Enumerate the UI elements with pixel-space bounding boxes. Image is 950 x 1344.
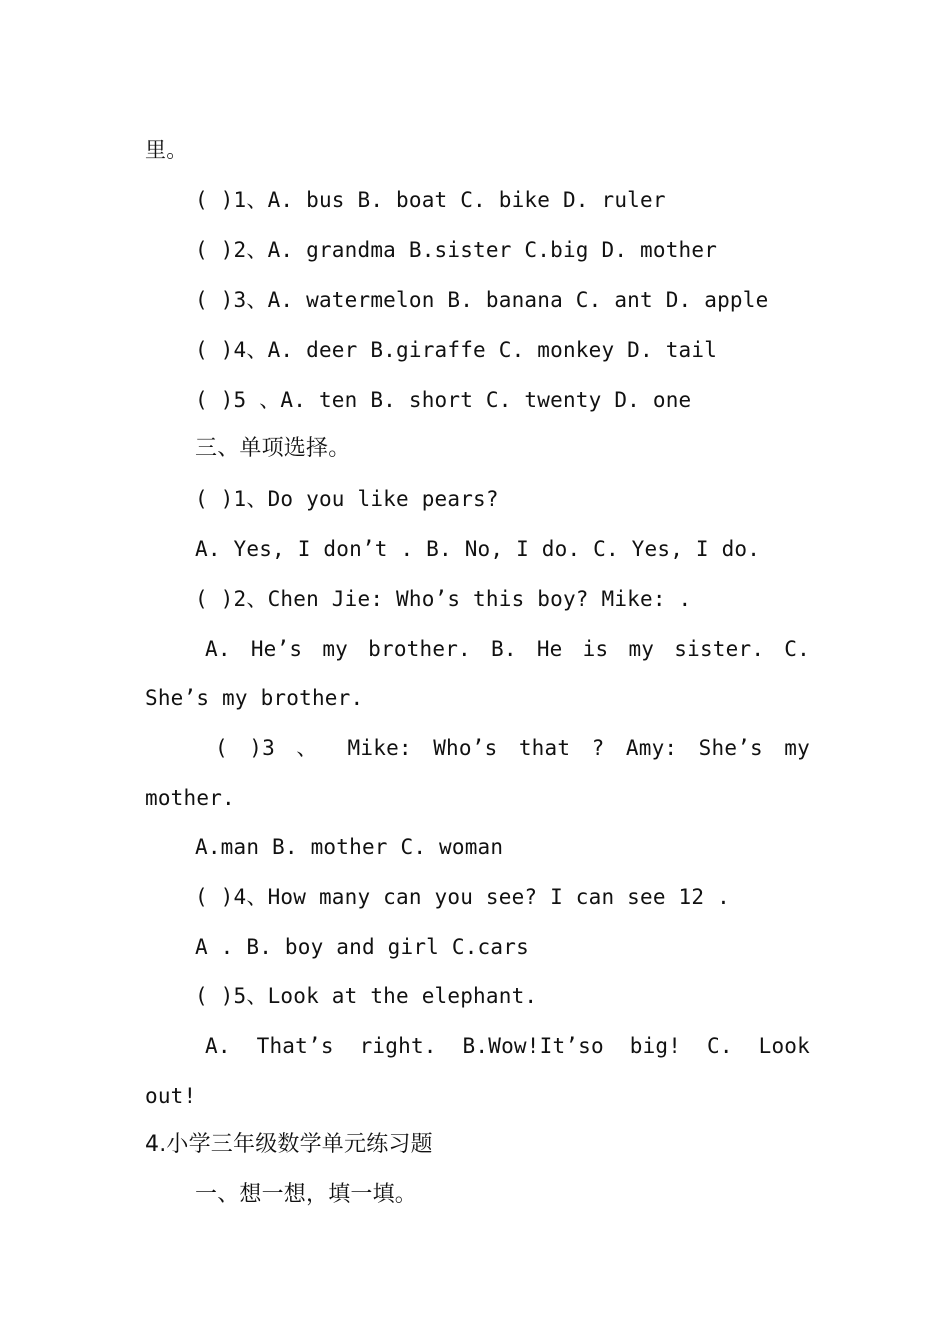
question-choice-4: ( )4、How many can you see? I can see 12 . [195, 885, 730, 909]
question-odd-one-out-1: ( )1、A. bus B. boat C. bike D. ruler [195, 188, 666, 212]
question-choice-2-options-cont: She’s my brother. [145, 686, 364, 710]
question-choice-2-options: A. He’s my brother. B. He is my sister. C. [205, 637, 810, 661]
section-heading-single-choice: 三、单项选择。 [195, 436, 351, 461]
text-line-continuation: 里。 [145, 138, 188, 162]
question-choice-3-cont: mother. [145, 786, 235, 810]
question-choice-1: ( )1、Do you like pears? [195, 487, 499, 511]
question-choice-4-options: A . B. boy and girl C.cars [195, 935, 529, 959]
question-choice-3-options: A.man B. mother C. woman [195, 835, 504, 859]
question-odd-one-out-2: ( )2、A. grandma B.sister C.big D. mother [195, 238, 718, 262]
question-choice-5-options: A. That’s right. B.Wow!It’so big! C. Look [205, 1034, 810, 1058]
question-odd-one-out-5: ( )5 、A. ten B. short C. twenty D. one [195, 388, 692, 412]
question-odd-one-out-3: ( )3、A. watermelon B. banana C. ant D. apple [195, 288, 769, 312]
question-odd-one-out-4: ( )4、A. deer B.giraffe C. monkey D. tail [195, 338, 718, 362]
question-choice-2: ( )2、Chen Jie: Who’s this boy? Mike: . [195, 587, 692, 611]
section-heading-fill-in: 一、想一想，填一填。 [195, 1182, 418, 1207]
question-choice-3: ( )3 、 Mike: Who’s that ? Amy: She’s my [215, 736, 810, 760]
question-choice-5-options-cont: out! [145, 1084, 197, 1108]
question-choice-1-options: A. Yes, I don’t . B. No, I do. C. Yes, I do. [195, 537, 761, 561]
section-title-math-exercises: 4.小学三年级数学单元练习题 [145, 1132, 433, 1157]
question-choice-5: ( )5、Look at the elephant. [195, 984, 538, 1008]
